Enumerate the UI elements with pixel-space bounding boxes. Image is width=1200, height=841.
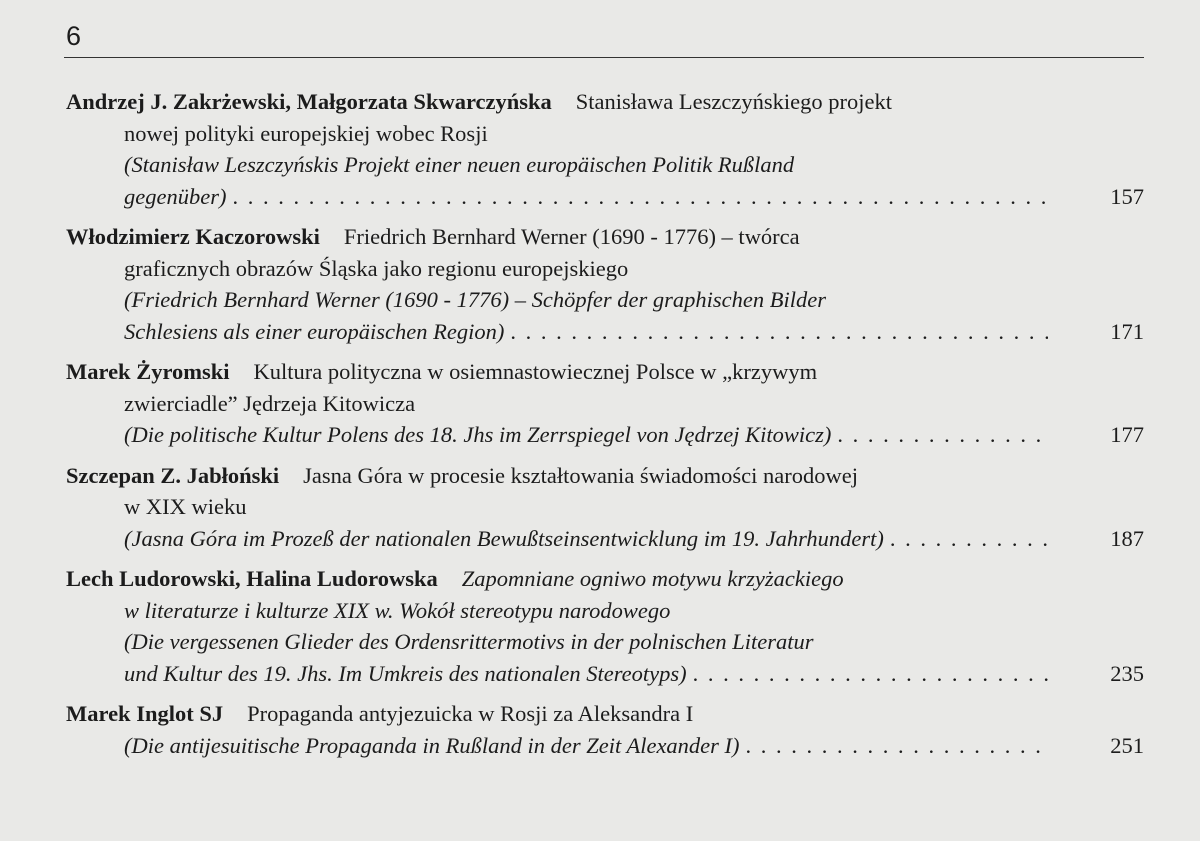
entry-german-title-continued: Schlesiens als einer europäischen Region)	[124, 318, 505, 344]
entry-german-title: (Friedrich Bernhard Werner (1690 - 1776) – Schöpfer der graphischen Bilder	[124, 287, 826, 312]
entry-title: Stanisława Leszczyńskiego projekt	[575, 89, 892, 114]
dot-leader	[232, 181, 1048, 213]
entry-title: Propaganda antyjezuicka w Rosji za Aleksandra I	[247, 701, 694, 726]
page-number: 6	[66, 21, 82, 51]
entry-german-title: (Die politische Kultur Polens des 18. Jhs im Zerrspiegel von Jędrzej Kitowicz)	[124, 422, 832, 447]
entry-author: Włodzimierz Kaczorowski	[66, 224, 320, 249]
entry-page-number: 171	[1110, 318, 1144, 344]
entry-title: Zapomniane ogniwo motywu krzyżackiego	[461, 566, 844, 591]
entry-page-number: 177	[1110, 422, 1144, 447]
entry-title: Kultura polityczna w osiemnastowiecznej Polsce w „krzywym	[253, 359, 818, 384]
entry-title-continued: zwierciadle” Jędrzeja Kitowicza	[124, 390, 416, 416]
entry-page-number: 187	[1110, 525, 1144, 551]
entry-author: Andrzej J. Zakrżewski, Małgorzata Skwarczyńska	[66, 89, 552, 114]
entry-author: Lech Ludorowski, Halina Ludorowska	[66, 566, 438, 591]
entry-author: Marek Inglot SJ	[66, 701, 224, 726]
toc-entry	[66, 356, 1144, 451]
entry-title-continued: w XIX wieku	[124, 494, 247, 519]
entry-author: Marek Żyromski	[66, 359, 230, 384]
header-rule	[64, 57, 1144, 58]
entry-german-title: (Die vergessenen Glieder des Ordensrittermotivs in der polnischen Literatur	[124, 629, 814, 654]
dot-leader	[693, 658, 1048, 690]
entry-title-continued: nowej polityki europejskiej wobec Rosji	[124, 120, 488, 146]
entry-page-number: 157	[1110, 183, 1144, 209]
toc-entry	[66, 221, 1144, 347]
toc-entry	[66, 460, 1144, 555]
entry-title-continued: graficznych obrazów Śląska jako regionu europejskiego	[124, 255, 629, 281]
dot-leader	[746, 730, 1048, 762]
table-of-contents	[66, 86, 1144, 770]
entry-german-title: (Die antijesuitische Propaganda in Rußland in der Zeit Alexander I)	[124, 732, 740, 758]
entry-german-title: (Stanisław Leszczyńskis Projekt einer neuen europäischen Politik Rußland	[124, 152, 795, 177]
entry-german-title: (Jasna Góra im Prozeß der nationalen Bewußtseinsentwicklung im 19. Jahrhundert)	[124, 525, 884, 551]
entry-german-title-continued: gegenüber)	[124, 183, 227, 209]
entry-title: Jasna Góra w procesie kształtowania świadomości narodowej	[303, 462, 859, 488]
entry-author: Szczepan Z. Jabłoński	[66, 462, 280, 488]
toc-entry	[66, 86, 1144, 212]
toc-entry	[66, 698, 1144, 761]
entry-german-title-continued: und Kultur des 19. Jhs. Im Umkreis des nationalen Stereotyps)	[124, 660, 687, 686]
toc-entry	[66, 563, 1144, 689]
entry-page-number: 235	[1110, 660, 1144, 686]
entry-page-number: 251	[1110, 732, 1144, 758]
dot-leader	[837, 419, 1048, 451]
entry-title: Friedrich Bernhard Werner (1690 - 1776) – twórca	[343, 224, 800, 249]
entry-title-continued: w literaturze i kulturze XIX w. Wokół stereotypu narodowego	[124, 597, 671, 623]
dot-leader	[510, 316, 1048, 348]
dot-leader	[890, 523, 1048, 555]
